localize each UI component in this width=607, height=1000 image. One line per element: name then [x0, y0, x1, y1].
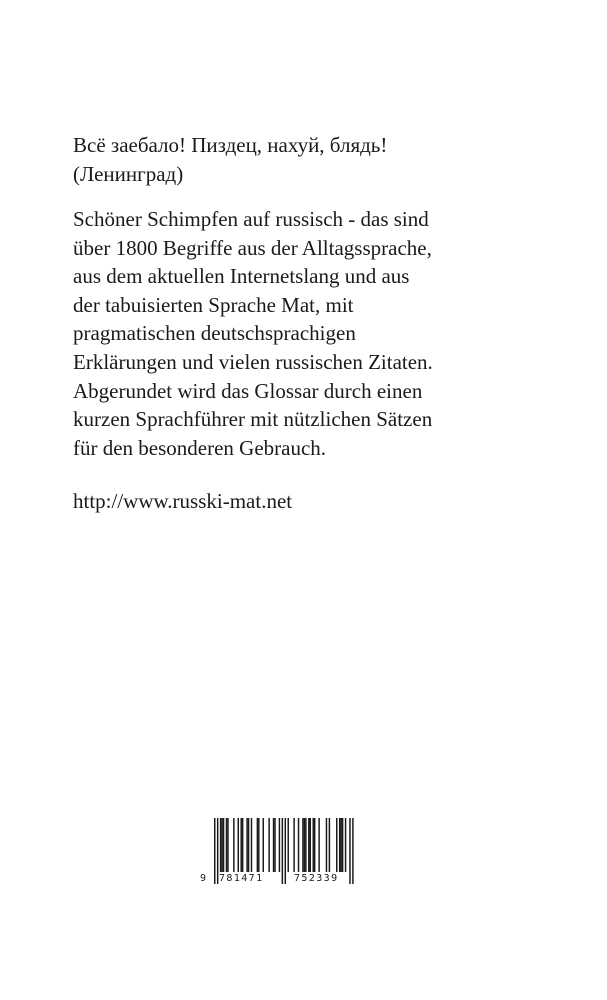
quote-attribution: (Ленинград)	[73, 161, 184, 186]
description-line: pragmatischen deutschsprachigen	[73, 321, 356, 346]
barcode-bar	[302, 818, 303, 872]
barcode-bar	[326, 818, 327, 872]
website-link: http://www.russki-mat.net	[73, 489, 293, 513]
barcode-bar	[220, 818, 221, 872]
barcode-bar	[274, 818, 275, 872]
barcode-bar	[345, 818, 346, 872]
barcode-bar	[246, 818, 247, 872]
barcode-bar	[340, 818, 341, 872]
barcode-bar	[308, 818, 309, 872]
barcode-bar	[263, 818, 264, 872]
barcode-bar	[223, 818, 224, 872]
barcode-bar	[285, 818, 286, 884]
isbn-barcode	[200, 815, 360, 887]
description-line: kurzen Sprachführer mit nützlichen Sätzen	[73, 407, 433, 432]
barcode-bar	[352, 818, 353, 884]
barcode-bar	[342, 818, 343, 872]
barcode-bar	[248, 818, 249, 872]
barcode-bar	[288, 818, 289, 872]
epigraph-quote	[73, 131, 573, 188]
barcode-bar	[268, 818, 269, 872]
description-line: für den besonderen Gebrauch.	[73, 435, 327, 460]
barcode-bar	[305, 818, 306, 872]
barcode-bar	[233, 818, 234, 872]
barcode-right-digits: 752339	[294, 873, 339, 884]
website-url	[73, 487, 573, 516]
barcode-lead-digit: 9	[200, 873, 208, 884]
barcode-bar	[214, 818, 215, 884]
barcode-bar	[349, 818, 350, 884]
barcode-bar	[273, 818, 274, 872]
barcode-bar	[282, 818, 283, 884]
barcode-bar	[279, 818, 280, 872]
barcode-bar	[339, 818, 340, 872]
barcode-bar	[226, 818, 227, 872]
barcode-bar	[221, 818, 222, 872]
description-line: über 1800 Begriffe aus der Alltagssprache,	[73, 235, 432, 260]
barcode-bar	[257, 818, 258, 872]
barcode-bar	[312, 818, 313, 872]
description-line: aus dem aktuellen Internetslang und aus	[73, 264, 410, 289]
barcode-bar	[251, 818, 252, 872]
barcode-bar	[298, 818, 299, 872]
book-description	[73, 205, 573, 462]
description-line: Erklärungen und vielen russischen Zitaten.	[73, 349, 433, 374]
barcode-bar	[242, 818, 243, 872]
barcode-bar	[258, 818, 259, 872]
barcode-bar	[238, 818, 239, 872]
barcode-bar	[336, 818, 337, 872]
barcode-bar	[227, 818, 228, 872]
barcode-bar	[293, 818, 294, 872]
barcode-bar	[240, 818, 241, 872]
barcode-bar	[310, 818, 311, 872]
description-line: Schöner Schimpfen auf russisch - das sind	[73, 207, 429, 231]
description-line: Abgerundet wird das Glossar durch einen	[73, 378, 423, 403]
barcode-bar	[314, 818, 315, 872]
barcode-bar	[304, 818, 305, 872]
barcode-bar	[318, 818, 319, 872]
barcode-left-digits: 781471	[219, 873, 264, 884]
quote-line: Всё заебало! Пиздец, нахуй, блядь!	[73, 133, 388, 157]
description-line: der tabuisierten Sprache Mat, mit	[73, 292, 354, 317]
barcode-bar	[329, 818, 330, 872]
